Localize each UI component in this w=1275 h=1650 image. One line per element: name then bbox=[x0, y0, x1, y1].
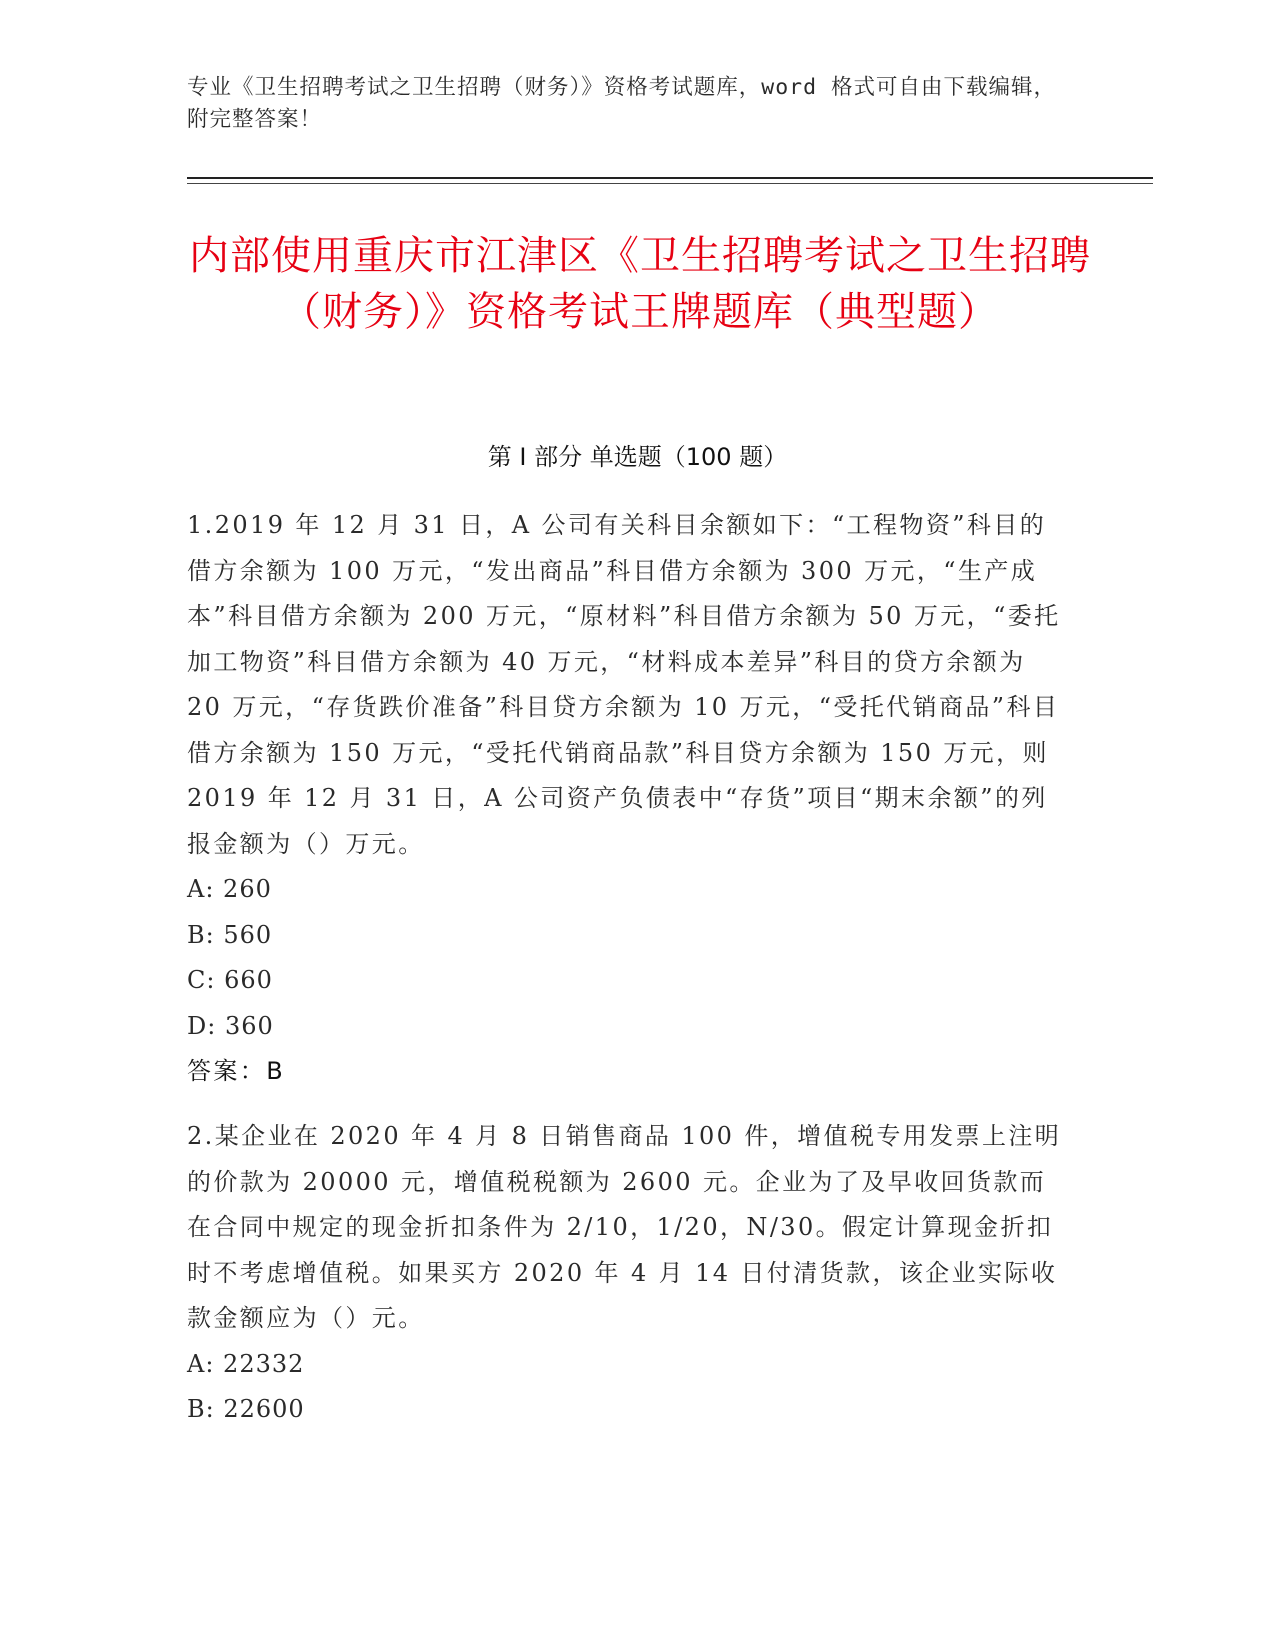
document-title: 内部使用重庆市江津区《卫生招聘考试之卫生招聘（财务）》资格考试王牌题库（典型题） bbox=[189, 233, 1091, 335]
option-c: C: 660 bbox=[187, 966, 273, 994]
answer: 答案：B bbox=[187, 1057, 286, 1085]
option-b: B: 560 bbox=[187, 920, 273, 949]
header-note: 专业《卫生招聘考试之卫生招聘（财务）》资格考试题库，word 格式可自由下载编辑，附完整答案！ bbox=[187, 75, 1056, 132]
header-divider-thick bbox=[187, 177, 1153, 179]
question-1 bbox=[187, 503, 1067, 1095]
question-2 bbox=[187, 1114, 1067, 1433]
option-a: A: 260 bbox=[187, 875, 272, 903]
option-d: D: 360 bbox=[187, 1011, 274, 1040]
question-text: 1.2019 年 12 月 31 日，A 公司有关科目余额如下：“工程物资”科目的借方余额为 100 万元，“发出商品”科目借方余额为 300 万元，“生产成本”科目借方余额为 200 万元，“原材料”科目借方余额为 50 万元，“委托加工物资”科目借方余额为 40 万元，“材料成本差异”科目的贷方余额为 20 万元，“存货跌价准备”科目贷方余额为 10 万元，“受托代销商品”科目借方余额为 150 万元，“受托代销商品款”科目贷方余额为 150 万元，则 2019 年 12 月 31 日，A 公司资产负债表中“存货”项目“期末余额”的列报金额为（）万元。 bbox=[187, 511, 1061, 858]
header-divider-thin bbox=[187, 183, 1153, 184]
section-title: 第 I 部分 单选题（100 题） bbox=[487, 443, 788, 471]
question-text: 2.某企业在 2020 年 4 月 8 日销售商品 100 件，增值税专用发票上注明的价款为 20000 元，增值税税额为 2600 元。企业为了及早收回货款而在合同中规定的现金折扣条件为 2/10，1/20，N/30。假定计算现金折扣时不考虑增值税。如果买方 2020 年 4 月 14 日付清货款，该企业实际收款金额应为（）元。 bbox=[187, 1122, 1062, 1332]
option-a: A: 22332 bbox=[187, 1349, 305, 1378]
option-b: B: 22600 bbox=[187, 1395, 305, 1423]
